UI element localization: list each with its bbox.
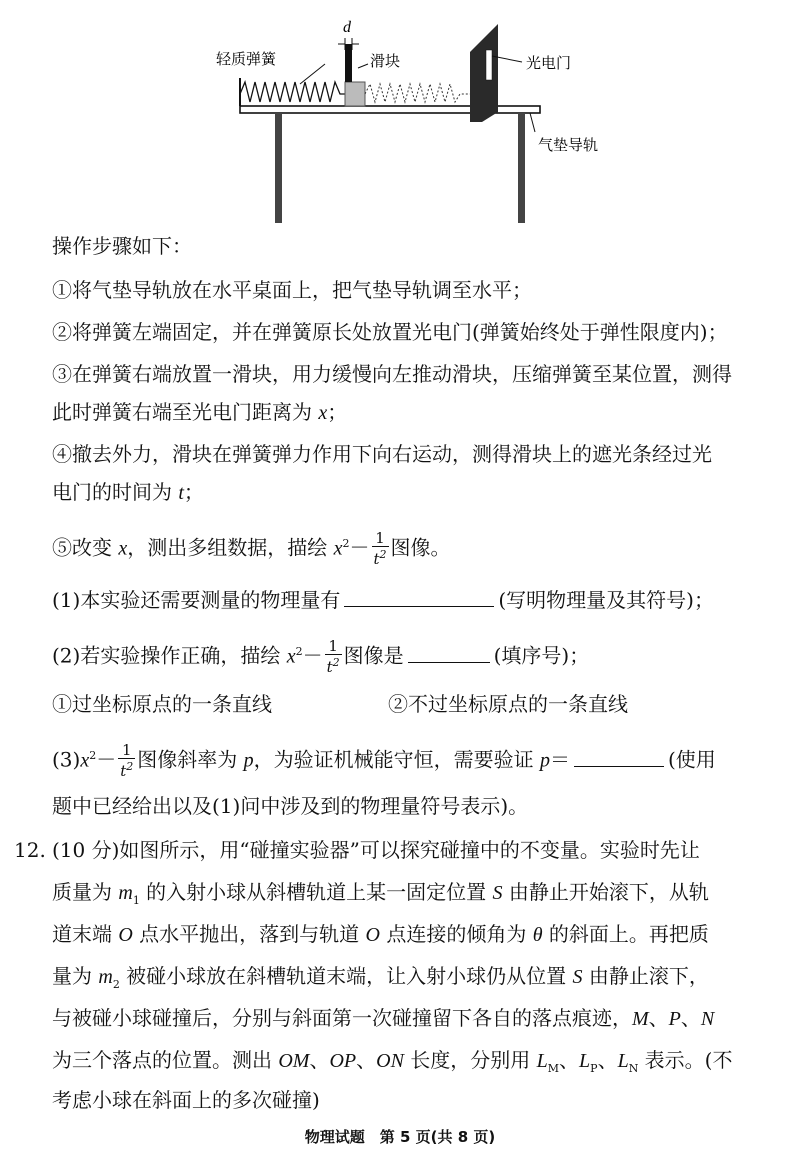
light-spring [240, 82, 345, 102]
step-5: ⑤改变 x，测出多组数据，描绘 $x^2-$ $\frac{1}{t^2}$ 图像。 [52, 529, 451, 569]
answer-blank-1[interactable] [344, 586, 494, 607]
option-2: ②不过坐标原点的一条直线 [388, 692, 628, 716]
label-photogate: 光电门 [526, 54, 572, 72]
answer-blank-3[interactable] [574, 746, 664, 767]
page-footer: 物理试题 第 5 页(共 8 页) [304, 1128, 496, 1146]
answer-blank-2[interactable] [408, 642, 490, 663]
experiment-figure [216, 14, 610, 226]
steps-title: 操作步骤如下： [52, 234, 192, 258]
slider-block [345, 82, 365, 106]
step-2: ②将弹簧左端固定，并在弹簧原长处放置光电门(弹簧始终处于弹性限度内)； [52, 320, 728, 344]
photogate [470, 24, 498, 122]
problem-12-line-1: (10 分)如图所示，用“碰撞实验器”可以探究碰撞中的不变量。实验时先让 [52, 838, 700, 862]
label-spring: 轻质弹簧 [216, 50, 277, 68]
question-2: (2)若实验操作正确，描绘 $x^2-$ $\frac{1}{t^2}$ 图像是 (填序号)； [52, 637, 590, 677]
problem-12-number: 12. [14, 838, 46, 862]
air-track-diagram [216, 14, 610, 226]
question-3-line-2: 题中已经给出以及(1)问中涉及到的物理量符号表示)。 [52, 794, 529, 818]
rail-leg-right [518, 113, 525, 223]
step-4-line-2: 电门的时间为 t； [52, 480, 204, 504]
label-d: d [343, 19, 351, 36]
question-3: $(3)x^2-$ $\frac{1}{t^2}$ 图像斜率为 p，为验证机械能守恒，需要验证 p＝ (使用 [52, 741, 716, 781]
problem-12-line-6: 为三个落点的位置。测出 OM、OP、ON 长度，分别用 $L_M$、$L_P$、$L_N$ 表示。(不 [52, 1048, 733, 1075]
problem-12-line-5: 与被碰小球碰撞后，分别与斜面第一次碰撞留下各自的落点痕迹，M、P、N [52, 1006, 715, 1030]
label-slider: 滑块 [370, 52, 401, 70]
option-1: ①过坐标原点的一条直线 [52, 692, 272, 716]
step-1: ①将气垫导轨放在水平桌面上，把气垫导轨调至水平； [52, 278, 532, 302]
shading-strip [345, 44, 352, 82]
step-3-line-2: 此时弹簧右端至光电门距离为 x； [52, 400, 348, 424]
label-air-rail: 气垫导轨 [538, 136, 599, 154]
problem-12-line-3: 道末端 O 点水平抛出，落到与轨道 O 点连接的倾角为 θ 的斜面上。再把质 [52, 922, 709, 946]
problem-12-line-7: 考虑小球在斜面上的多次碰撞) [52, 1088, 320, 1112]
problem-12-line-2: 质量为 $m_1$ 的入射小球从斜槽轨道上某一固定位置 S 由静止开始滚下，从轨 [52, 880, 709, 907]
question-1: (1)本实验还需要测量的物理量有 (写明物理量及其符号)； [52, 588, 714, 612]
step-4-line-1: ④撤去外力，滑块在弹簧弹力作用下向右运动，测得滑块上的遮光条经过光 [52, 442, 712, 466]
step-3-line-1: ③在弹簧右端放置一滑块，用力缓慢向左推动滑块，压缩弹簧至某位置，测得 [52, 362, 732, 386]
problem-12-line-4: 量为 $m_2$ 被碰小球放在斜槽轨道末端，让入射小球仍从位置 S 由静止滚下， [52, 964, 709, 991]
rail-leg-left [275, 113, 282, 223]
natural-spring-dotted [365, 84, 470, 102]
